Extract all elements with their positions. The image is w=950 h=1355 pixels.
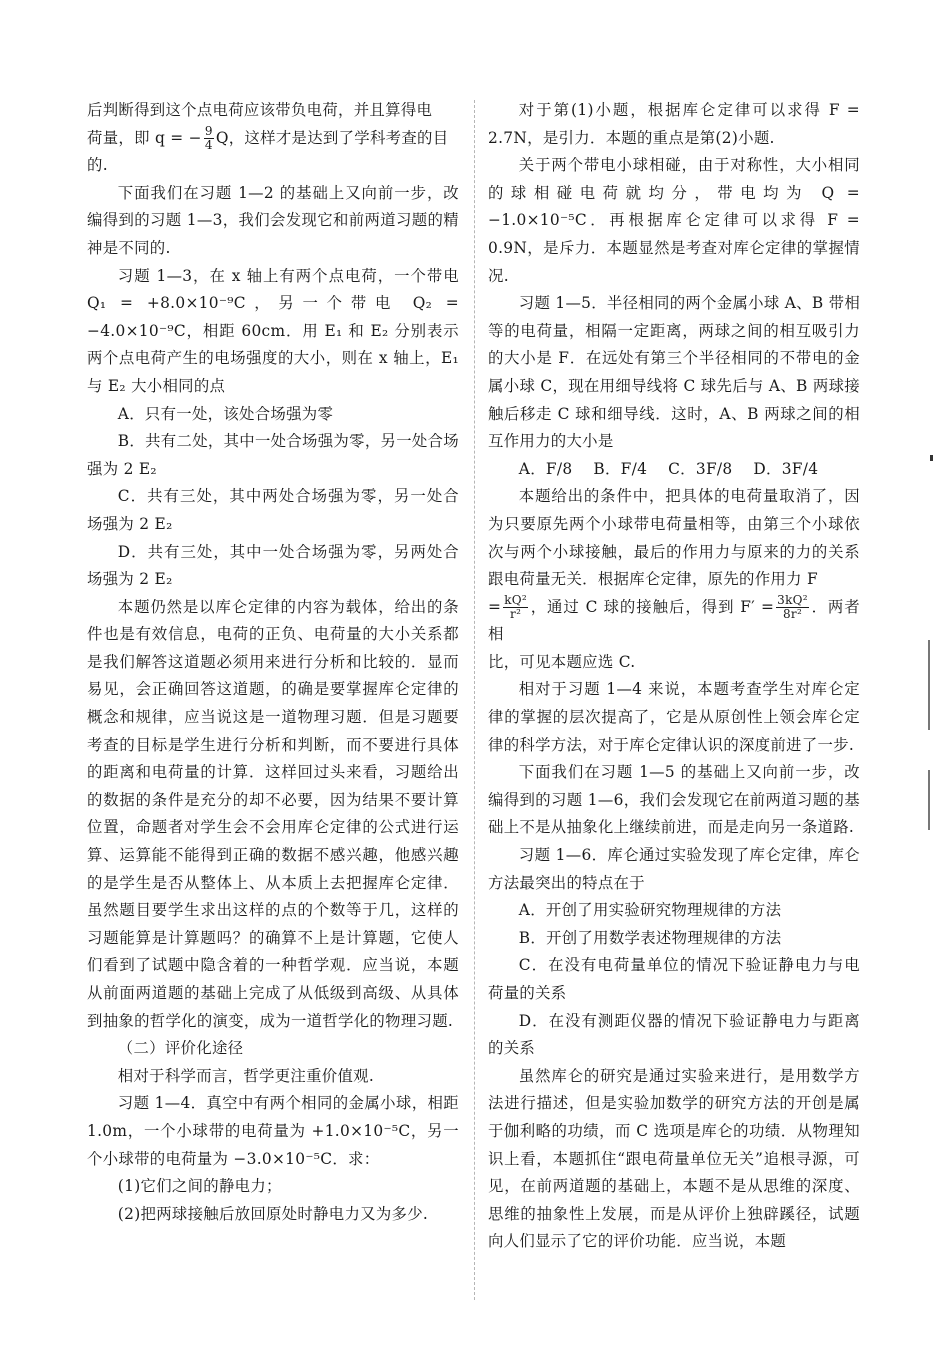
fraction-numerator: 3kQ²: [777, 593, 808, 608]
paragraph: 相对于习题 1—4 来说，本题考查学生对库仑定律的掌握的层次提高了，它是从原创性上领会库仑定律的科学方法，对于库仑定律认识的深度前进了一步.: [488, 680, 860, 754]
option-d: D．共有三处，其中一处合场强为零，另两处合场强为 2 E₂: [87, 542, 459, 589]
option-c: C．共有三处，其中两处合场强为零，另一处合场强为 2 E₂: [87, 487, 459, 533]
text: =: [488, 597, 502, 616]
exercise-1-4: 习题 1—4．真空中有两个相同的金属小球，相距 1.0m，一个小球带的电荷量为 +1.0×10⁻⁵C，另一个小球带的电荷量为 −3.0×10⁻⁵C．求：: [87, 1094, 459, 1168]
option-b: B．共有二处，其中一处合场强为零，另一处合场强为 2 E₂: [87, 432, 459, 478]
column-divider: [474, 100, 476, 1300]
fraction-denominator: 4: [204, 138, 213, 153]
exercise-1-5: 习题 1—5．半径相同的两个金属小球 A、B 带相等的电荷量，相隔一定距离，两球之间的相互吸引力的大小是 F．在远处有第三个半径相同的不带电的金属小球 C，现在用细导线将 C 球先后与 A、B 两球接触后移走 C 球和细导线．这时，A、B 两球之间的相互作用力的大小是: [488, 294, 861, 451]
text: ，通过 C 球的接触后，得到 F′ =: [530, 597, 775, 616]
fraction-denominator: r²: [510, 607, 522, 622]
option-d: D．在没有测距仪器的情况下验证静电力与距离的关系: [488, 1011, 860, 1058]
fraction-numerator: kQ²: [504, 593, 528, 608]
text: 本题给出的条件中，把具体的电荷量取消了，因为只要原先两个小球带电荷量相等，由第三个小球依次与两个小球接触，最后的作用力与原来的力的关系跟电荷量无关．根据库仑定律，原先的作用力 F: [488, 487, 860, 589]
option-a: A．开创了用实验研究物理规律的方法: [518, 901, 782, 920]
section-heading: （二）评价化途径: [117, 1039, 244, 1058]
text-line: 的.: [87, 156, 108, 175]
paragraph: 下面我们在习题 1—2 的基础上又向前一步，改编得到的习题 1—3，我们会发现它和前两道习题的精神是不同的.: [87, 183, 459, 257]
paragraph-formula: [488, 483, 860, 593]
paragraph: 虽然库仑的研究是通过实验来进行，是用数学方法进行描述，但是实验加数学的研究方法的开创是属于伽利略的功绩，而 C 选项是库仑的功绩．从物理知识上看，本题抓住“跟电荷量单位无关”追根寻源，可见，在前两道题的基础上，本题不是从思维的深度、思维的抽象性上发展，而是从评价上独辟蹊径，试题向人们显示了它的评价功能．应当说，本题: [488, 1066, 860, 1251]
fraction-denominator: 8r²: [782, 607, 803, 622]
exercise-1-3: 习题 1—3，在 x 轴上有两个点电荷，一个带电 Q₁ = +8.0×10⁻⁹C，另一个带电 Q₂ = −4.0×10⁻⁹C，相距 60cm．用 E₁ 和 E₂ 分别表示两个点电荷产生的电场强度的大小，则在 x 轴上，E₁ 与 E₂ 大小相同的点: [87, 266, 459, 395]
left-column: [87, 97, 459, 1228]
paragraph: 关于两个带电小球相碰，由于对称性，大小相同的球相碰电荷就均分，带电均为 Q = −1.0×10⁻⁵C．再根据库仑定律可以求得 F = 0.9N，是斥力．本题显然是考查对库仑定律的掌握情况.: [488, 156, 860, 285]
paragraph: 本题仍然是以库仑定律的内容为载体，给出的条件也是有效信息，电荷的正负、电荷量的大小关系都是我们解答这道题必须用来进行分析和比较的．显而易见，会正确回答这道题，的确是要掌握库仑定律的概念和规律，应当说这是一道物理习题．但是习题要考查的目标是学生进行分析和判断，而不要进行具体的距离和电荷量的计算．这样回过头来看，习题给出的数据的条件是充分的却不必要，因为结果不要计算位置，命题者对学生会不会用库仑定律的公式进行运算、运算能不能得到正确的数据不感兴趣，他感兴趣的是学生是否从整体上、从本质上去把握库仑定律．虽然题目要学生求出这样的点的个数等于几，这样的习题能算是计算题吗？的确算不上是计算题，它使人们看到了试题中隐含着的一种哲学观．应当说，本题从前面两道题的基础上完成了从低级到高级、从具体到抽象的哲学化的演变，成为一道哲学化的物理习题.: [87, 597, 459, 1030]
exercise-1-6: 习题 1—6．库仑通过实验发现了库仑定律，库仑方法最突出的特点在于: [488, 846, 860, 892]
question-2: (2)把两球接触后放回原处时静电力又为多少.: [117, 1204, 429, 1223]
fraction: [503, 594, 528, 621]
right-column: [488, 97, 860, 1256]
scan-mark: [928, 770, 930, 830]
formula-line: [488, 594, 860, 649]
text-line: 荷量，即 q = −: [87, 128, 202, 147]
question-1: (1)它们之间的静电力；: [117, 1177, 282, 1196]
paragraph: 下面我们在习题 1—5 的基础上又向前一步，改编得到的习题 1—6，我们会发现它在前两道习题的基础上不是从抽象化上继续前进，而是走向另一条道路.: [488, 763, 860, 837]
fraction-numerator: 9: [204, 124, 213, 139]
option-a: A．只有一处，该处合场强为零: [117, 404, 334, 423]
options-row: A．F/8 B．F/4 C．3F/8 D．3F/4: [518, 459, 819, 478]
text-line: 后判断得到这个点电荷应该带负电荷，并且算得电: [87, 101, 433, 119]
text-line: 比，可见本题应选 C.: [488, 652, 636, 671]
text-line: Q，这样才是达到了学科考查的目: [215, 128, 449, 147]
option-b: B．开创了用数学表述物理规律的方法: [518, 928, 782, 947]
scan-mark: [928, 640, 930, 730]
paragraph: 对于第(1)小题，根据库仑定律可以求得 F = 2.7N，是引力．本题的重点是第(2)小题.: [488, 101, 860, 147]
option-c: C．在没有电荷量单位的情况下验证静电力与电荷量的关系: [488, 956, 860, 1002]
fraction: [776, 594, 809, 621]
scan-mark: [930, 455, 933, 461]
fraction: [204, 125, 214, 152]
paragraph: 相对于科学而言，哲学更注重价值观.: [117, 1066, 375, 1085]
paragraph-continued: [87, 97, 459, 180]
text: ．两者相: [488, 597, 860, 644]
